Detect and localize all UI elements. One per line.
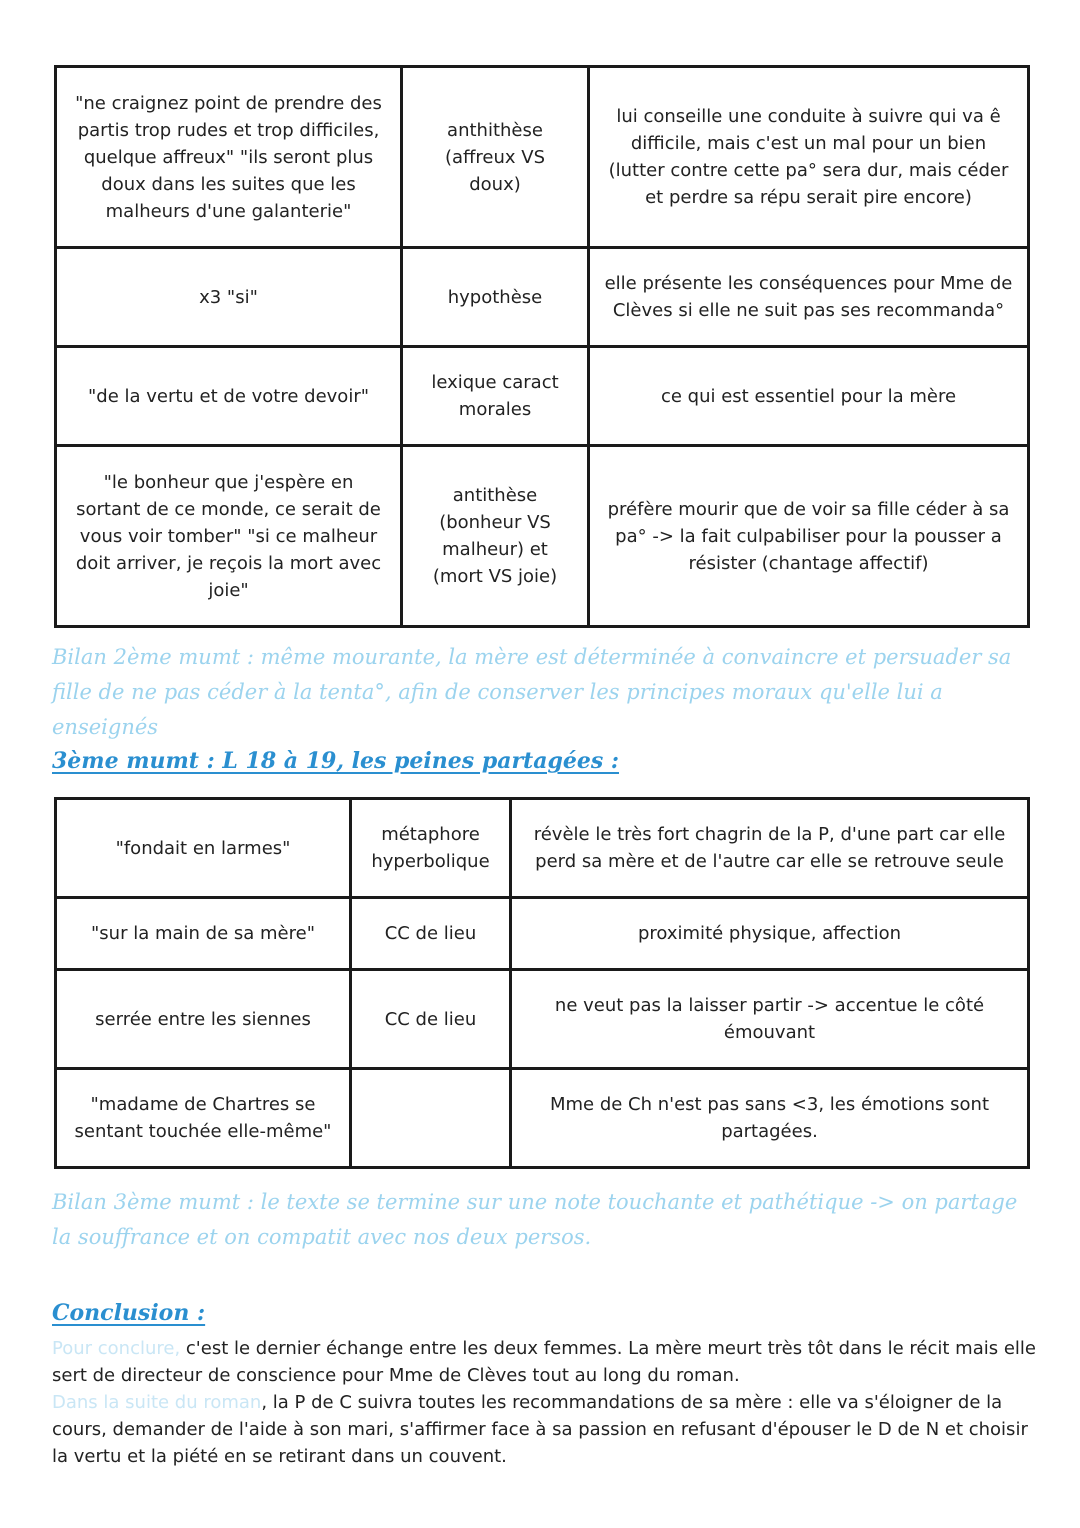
quote-cell: "fondait en larmes"	[56, 799, 351, 898]
paragraph-text: c'est le dernier échange entre les deux femmes. La mère meurt très tôt dans le récit mais elle sert de directeur de conscience pour Mme de Clèves tout au long du roman.	[52, 1338, 1036, 1386]
device-cell: anthithèse (affreux VS doux)	[402, 67, 589, 248]
quote-cell: "madame de Chartres se sentant touchée elle-même"	[56, 1069, 351, 1168]
table-row	[56, 446, 1029, 627]
effect-cell: elle présente les conséquences pour Mme de Clèves si elle ne suit pas ses recommanda°	[589, 248, 1029, 347]
effect-cell: révèle le très fort chagrin de la P, d'une part car elle perd sa mère et de l'autre car elle se retrouve seule	[511, 799, 1029, 898]
effect-cell: lui conseille une conduite à suivre qui va ê difficile, mais c'est un mal pour un bien (lutter contre cette pa° sera dur, mais céder et perdre sa répu serait pire encore)	[589, 67, 1029, 248]
bilan-2: Bilan 2ème mumt : même mourante, la mère est déterminée à convaincre et persuader sa fille de ne pas céder à la tenta°, afin de conserver les principes moraux qu'elle lui a enseignés	[52, 645, 1012, 739]
quote-cell: "de la vertu et de votre devoir"	[56, 347, 402, 446]
conclusion-heading: Conclusion :	[52, 1300, 206, 1326]
effect-cell: ce qui est essentiel pour la mère	[589, 347, 1029, 446]
device-cell	[351, 1069, 511, 1168]
effect-cell: ne veut pas la laisser partir -> accentue le côté émouvant	[511, 970, 1029, 1069]
bilan-3: Bilan 3ème mumt : le texte se termine sur une note touchante et pathétique -> on partage la souffrance et on compatit avec nos deux persos.	[52, 1190, 1018, 1249]
quote-cell: "sur la main de sa mère"	[56, 898, 351, 970]
analysis-table-2	[54, 65, 1030, 628]
quote-cell: serrée entre les siennes	[56, 970, 351, 1069]
section-heading-3: 3ème mumt : L 18 à 19, les peines partagées :	[52, 748, 620, 774]
conclusion-paragraph-1	[52, 1335, 1037, 1389]
device-cell: CC de lieu	[351, 970, 511, 1069]
effect-cell: préfère mourir que de voir sa fille céder à sa pa° -> la fait culpabiliser pour la pousser a résister (chantage affectif)	[589, 446, 1029, 627]
effect-cell: proximité physique, affection	[511, 898, 1029, 970]
device-cell: métaphore hyperbolique	[351, 799, 511, 898]
table-row	[56, 898, 1029, 970]
device-cell: hypothèse	[402, 248, 589, 347]
paragraph-lead: Pour conclure,	[52, 1338, 181, 1359]
effect-cell: Mme de Ch n'est pas sans <3, les émotions sont partagées.	[511, 1069, 1029, 1168]
device-cell: antithèse (bonheur VS malheur) et (mort VS joie)	[402, 446, 589, 627]
table-row	[56, 248, 1029, 347]
paragraph-text: , la P de C suivra toutes les recommandations de sa mère : elle va s'éloigner de la cours, demander de l'aide à son mari, s'affirmer face à sa passion en refusant d'épouser le D de N et choisir la vertu et la piété en se retirant dans un couvent.	[52, 1392, 1028, 1467]
table-row	[56, 970, 1029, 1069]
table-row	[56, 347, 1029, 446]
device-cell: lexique caract morales	[402, 347, 589, 446]
table-row	[56, 67, 1029, 248]
table-row	[56, 1069, 1029, 1168]
paragraph-lead: Dans la suite du roman	[52, 1392, 262, 1413]
quote-cell: "le bonheur que j'espère en sortant de ce monde, ce serait de vous voir tomber" "si ce malheur doit arriver, je reçois la mort avec joie"	[56, 446, 402, 627]
analysis-table-3	[54, 797, 1030, 1169]
quote-cell: "ne craignez point de prendre des partis trop rudes et trop difficiles, quelque affreux" "ils seront plus doux dans les suites que les malheurs d'une galanterie"	[56, 67, 402, 248]
table-row	[56, 799, 1029, 898]
quote-cell: x3 "si"	[56, 248, 402, 347]
conclusion-paragraph-2	[52, 1389, 1037, 1470]
device-cell: CC de lieu	[351, 898, 511, 970]
